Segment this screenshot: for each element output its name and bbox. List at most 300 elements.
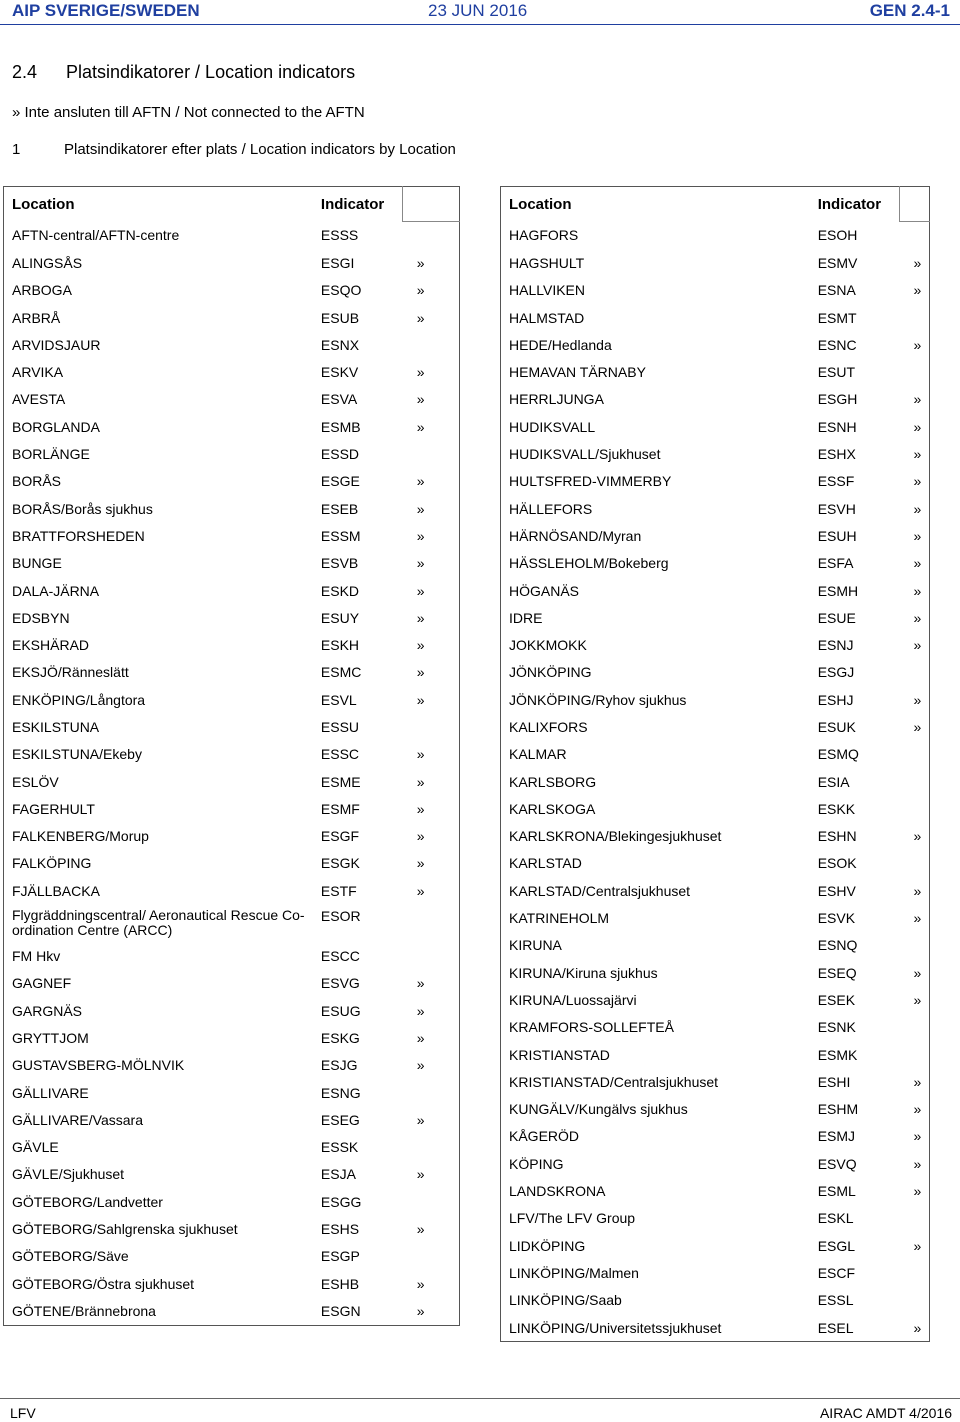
location-cell: KALMAR: [509, 746, 567, 763]
indicator-cell: ESGG: [320, 1193, 362, 1210]
not-connected-marker: [403, 1188, 460, 1215]
location-cell: GARGNÄS: [12, 1002, 83, 1019]
not-connected-marker: »: [416, 800, 425, 817]
indicator-cell: ESME: [320, 773, 361, 790]
not-connected-marker: »: [913, 1319, 922, 1336]
table-row: [4, 468, 460, 495]
table-row: [4, 942, 460, 969]
not-connected-marker: [403, 1134, 460, 1161]
not-connected-marker: »: [913, 391, 922, 408]
location-cell: ESKILSTUNA/Ekeby: [12, 746, 142, 763]
indicator-cell: ESVL: [320, 691, 357, 708]
location-cell: ALINGSÅS: [12, 254, 83, 271]
location-cell: HULTSFRED-VIMMERBY: [509, 473, 672, 490]
not-connected-marker: »: [913, 637, 922, 654]
indicator-cell: ESMH: [817, 582, 859, 599]
not-connected-marker: »: [913, 1101, 922, 1118]
not-connected-marker: »: [913, 1073, 922, 1090]
indicator-cell: ESKH: [320, 637, 360, 654]
location-cell: FALKÖPING: [12, 855, 92, 872]
location-cell: GÖTEBORG/Sahlgrenska sjukhuset: [12, 1221, 238, 1238]
location-cell: KALIXFORS: [509, 718, 588, 735]
indicator-cell: ESSM: [320, 527, 361, 544]
indicator-cell: ESUK: [817, 718, 856, 735]
table-row: [4, 1024, 460, 1051]
not-connected-marker: »: [416, 473, 425, 490]
table-row: [501, 522, 930, 549]
table-row: [4, 604, 460, 631]
location-cell: GÖTENE/Brännebrona: [12, 1302, 156, 1319]
indicator-cell: ESGH: [817, 391, 858, 408]
indicator-cell: ESUG: [320, 1002, 361, 1019]
table-row: [4, 358, 460, 385]
table-row: [501, 659, 930, 686]
location-cell: GÄVLE: [12, 1139, 59, 1156]
table-row: [501, 277, 930, 304]
table-row: [4, 877, 460, 904]
not-connected-marker: »: [416, 691, 425, 708]
indicator-cell: ESVB: [320, 555, 359, 572]
indicator-cell: ESNG: [320, 1084, 361, 1101]
table-row: [501, 1314, 930, 1342]
table-row: [4, 823, 460, 850]
indicator-cell: ESEL: [817, 1319, 854, 1336]
not-connected-marker: »: [416, 637, 425, 654]
location-cell: HUDIKSVALL: [509, 418, 596, 435]
location-cell: BUNGE: [12, 555, 62, 572]
location-cell: GÄLLIVARE: [12, 1084, 89, 1101]
table-row: [501, 959, 930, 986]
indicator-cell: ESSS: [320, 227, 359, 244]
not-connected-marker: »: [416, 882, 425, 899]
table-row: [501, 577, 930, 604]
indicator-cell: ESVK: [817, 910, 856, 927]
table-row: [4, 1215, 460, 1242]
location-cell: KÖPING: [509, 1155, 564, 1172]
table-row: [501, 358, 930, 385]
not-connected-marker: »: [416, 527, 425, 544]
indicator-cell: ESVH: [817, 500, 856, 517]
indicator-cell: ESEK: [817, 991, 856, 1008]
page-header: [0, 0, 960, 24]
not-connected-marker: [403, 713, 460, 740]
indicator-cell: ESHI: [817, 1073, 851, 1090]
indicator-cell: ESNC: [817, 336, 857, 353]
not-connected-marker: »: [416, 1275, 425, 1292]
section-title: [12, 62, 355, 83]
indicator-cell: ESHS: [320, 1221, 360, 1238]
table-row: [4, 1270, 460, 1297]
indicator-cell: ESQO: [320, 282, 362, 299]
not-connected-marker: »: [416, 364, 425, 381]
table-row: [501, 850, 930, 877]
subsection-number: 1: [12, 141, 21, 158]
table-row: [4, 386, 460, 413]
not-connected-marker: »: [913, 910, 922, 927]
header-page-number: GEN 2.4-1: [869, 1, 950, 20]
location-cell: GÖTEBORG/Landvetter: [12, 1193, 163, 1210]
indicator-cell: ESEG: [320, 1111, 360, 1128]
not-connected-marker: »: [913, 1237, 922, 1254]
location-cell: HALLVIKEN: [509, 282, 585, 299]
location-cell: KIRUNA/Luossajärvi: [509, 991, 637, 1008]
indicator-cell: ESKV: [320, 364, 359, 381]
location-cell: GÄLLIVARE/Vassara: [12, 1111, 143, 1128]
indicator-cell: ESKL: [817, 1210, 854, 1227]
indicator-cell: ESOR: [320, 908, 361, 925]
indicator-cell: ESHM: [817, 1101, 859, 1118]
indicator-cell: ESMV: [817, 254, 858, 271]
not-connected-marker: [900, 1205, 930, 1232]
table-row: [4, 577, 460, 604]
location-cell: AFTN-central/AFTN-centre: [12, 227, 180, 244]
indicator-cell: ESMK: [817, 1046, 858, 1063]
table-row: [4, 795, 460, 822]
location-cell: HÄSSLEHOLM/Bokeberg: [509, 555, 669, 572]
not-connected-marker: [900, 741, 930, 768]
subsection-title: [12, 141, 456, 158]
not-connected-marker: »: [416, 1221, 425, 1238]
location-cell: EDSBYN: [12, 609, 70, 626]
location-cell: GRYTTJOM: [12, 1029, 89, 1046]
indicator-cell: ESJG: [320, 1057, 358, 1074]
not-connected-marker: »: [913, 882, 922, 899]
table-row: [501, 1096, 930, 1123]
not-connected-marker: »: [416, 1029, 425, 1046]
not-connected-marker: »: [416, 975, 425, 992]
table-row: [4, 331, 460, 358]
indicator-cell: ESNQ: [817, 937, 858, 954]
not-connected-marker: [900, 795, 930, 822]
not-connected-marker: »: [416, 773, 425, 790]
location-cell: LINKÖPING/Saab: [509, 1292, 622, 1309]
indicator-cell: ESHV: [817, 882, 856, 899]
header-divider: [0, 24, 960, 25]
table-row: [4, 550, 460, 577]
table-row: [4, 413, 460, 440]
table-row: [501, 304, 930, 331]
indicator-cell: ESGL: [817, 1237, 856, 1254]
footer-amendment: AIRAC AMDT 4/2016: [819, 1405, 952, 1421]
not-connected-marker: »: [416, 582, 425, 599]
table-row: [4, 1134, 460, 1161]
indicator-cell: ESSD: [320, 446, 360, 463]
location-cell: KRISTIANSTAD: [509, 1046, 610, 1063]
location-cell: GUSTAVSBERG-MÖLNVIK: [12, 1057, 185, 1074]
not-connected-marker: »: [416, 746, 425, 763]
table-row: [4, 522, 460, 549]
header-publication: AIP SVERIGE/SWEDEN: [12, 1, 200, 20]
not-connected-marker: »: [913, 555, 922, 572]
not-connected-marker: »: [416, 254, 425, 271]
indicator-column-header: Indicator: [320, 195, 385, 213]
not-connected-marker: [403, 942, 460, 969]
table-row: [501, 1205, 930, 1232]
table-row: [4, 1161, 460, 1188]
table-row: [4, 741, 460, 768]
not-connected-marker: »: [416, 391, 425, 408]
not-connected-marker: »: [416, 828, 425, 845]
indicator-cell: ESGI: [320, 254, 355, 271]
table-row: [501, 823, 930, 850]
table-row: [501, 686, 930, 713]
location-cell: KIRUNA/Kiruna sjukhus: [509, 964, 658, 981]
table-row: [501, 249, 930, 276]
indicator-cell: ESNH: [817, 418, 857, 435]
location-cell: JOKKMOKK: [509, 637, 587, 654]
not-connected-marker: »: [416, 555, 425, 572]
indicator-cell: ESUH: [817, 527, 857, 544]
table-row: [501, 741, 930, 768]
indicator-cell: ESJA: [320, 1166, 356, 1183]
indicator-cell: ESNX: [320, 336, 360, 353]
table-row: [4, 1052, 460, 1079]
location-cell: GÖTEBORG/Östra sjukhuset: [12, 1275, 195, 1292]
location-cell: KARLSKRONA/Blekingesjukhuset: [509, 828, 722, 845]
not-connected-marker: »: [416, 609, 425, 626]
location-cell: FAGERHULT: [12, 800, 95, 817]
table-header-row: [501, 187, 930, 222]
indicator-cell: ESMQ: [817, 746, 859, 763]
not-connected-marker: »: [913, 991, 922, 1008]
not-connected-marker: »: [416, 1002, 425, 1019]
table-row: [501, 768, 930, 795]
not-connected-marker: »: [913, 1155, 922, 1172]
location-cell: HEMAVAN TÄRNABY: [509, 364, 646, 381]
location-cell: LFV/The LFV Group: [509, 1210, 636, 1227]
indicator-cell: ESVG: [320, 975, 360, 992]
indicator-cell: ESEB: [320, 500, 359, 517]
not-connected-marker: »: [913, 336, 922, 353]
not-connected-marker: [900, 1014, 930, 1041]
table-row: [4, 904, 460, 942]
table-row: [501, 468, 930, 495]
indicator-cell: ESMC: [320, 664, 362, 681]
location-cell: HAGSHULT: [509, 254, 585, 271]
location-cell: ESKILSTUNA: [12, 718, 100, 735]
not-connected-marker: »: [913, 446, 922, 463]
location-cell: DALA-JÄRNA: [12, 582, 100, 599]
not-connected-marker: [900, 1259, 930, 1286]
indicator-cell: ESML: [817, 1183, 856, 1200]
location-cell: KÅGERÖD: [509, 1128, 580, 1145]
table-row: [501, 877, 930, 904]
not-connected-marker: »: [416, 282, 425, 299]
not-connected-marker: [403, 904, 460, 942]
indicator-cell: ESNK: [817, 1019, 856, 1036]
indicator-cell: ESHB: [320, 1275, 360, 1292]
location-cell: JÖNKÖPING: [509, 664, 592, 681]
location-cell: LINKÖPING/Malmen: [509, 1264, 639, 1281]
indicator-cell: ESKD: [320, 582, 360, 599]
table-row: [4, 713, 460, 740]
table-row: [501, 1123, 930, 1150]
table-row: [4, 686, 460, 713]
not-connected-marker: [900, 659, 930, 686]
not-connected-marker: »: [416, 664, 425, 681]
not-connected-marker: »: [416, 500, 425, 517]
table-row: [501, 440, 930, 467]
location-cell: LANDSKRONA: [509, 1183, 606, 1200]
location-cell: HERRLJUNGA: [509, 391, 604, 408]
table-row: [4, 850, 460, 877]
table-row: [4, 768, 460, 795]
indicator-cell: ESVA: [320, 391, 358, 408]
indicator-cell: ESMT: [817, 309, 857, 326]
table-row: [501, 1068, 930, 1095]
table-row: [501, 331, 930, 358]
not-connected-marker: »: [416, 855, 425, 872]
location-table-left: [3, 186, 460, 1326]
location-cell: BORLÄNGE: [12, 446, 90, 463]
location-cell: BORÅS/Borås sjukhus: [12, 500, 153, 517]
not-connected-marker: [403, 1079, 460, 1106]
table-row: [4, 304, 460, 331]
indicator-cell: ESFA: [817, 555, 854, 572]
location-cell: HAGFORS: [509, 227, 579, 244]
table-row: [4, 970, 460, 997]
table-row: [4, 1243, 460, 1270]
indicator-cell: ESUY: [320, 609, 360, 626]
table-row: [501, 932, 930, 959]
indicator-cell: ESUE: [817, 609, 856, 626]
not-connected-marker: »: [913, 282, 922, 299]
location-cell: BORÅS: [12, 473, 62, 490]
not-connected-marker: »: [913, 418, 922, 435]
location-cell: HÖGANÄS: [509, 582, 580, 599]
location-cell: KRAMFORS-SOLLEFTEÅ: [509, 1019, 674, 1036]
table-row: [501, 795, 930, 822]
table-row: [501, 1232, 930, 1259]
location-column-header: Location: [509, 195, 572, 213]
not-connected-marker: [900, 222, 930, 250]
location-cell: HALMSTAD: [509, 309, 585, 326]
indicator-cell: ESGJ: [817, 664, 855, 681]
location-cell: AVESTA: [12, 391, 66, 408]
indicator-cell: ESGN: [320, 1302, 361, 1319]
not-connected-marker: [900, 768, 930, 795]
table-row: [4, 997, 460, 1024]
location-cell: EKSHÄRAD: [12, 637, 90, 654]
location-cell: LIDKÖPING: [509, 1237, 586, 1254]
location-table-right: [500, 186, 930, 1342]
location-cell: IDRE: [509, 609, 543, 626]
indicator-cell: ESOH: [817, 227, 858, 244]
indicator-cell: ESSU: [320, 718, 360, 735]
location-cell: ARVIDSJAUR: [12, 336, 101, 353]
table-row: [4, 277, 460, 304]
not-connected-marker: »: [913, 718, 922, 735]
location-cell: HEDE/Hedlanda: [509, 336, 612, 353]
table-row: [501, 1287, 930, 1314]
table-row: [4, 1106, 460, 1133]
location-cell: KUNGÄLV/Kungälvs sjukhus: [509, 1101, 688, 1118]
location-cell: Flygräddningscentral/ Aeronautical Rescue Co-ordination Centre (ARCC): [12, 907, 305, 939]
not-connected-marker: [900, 304, 930, 331]
table-row: [501, 1014, 930, 1041]
table-row: [501, 1041, 930, 1068]
not-connected-marker: »: [913, 254, 922, 271]
location-cell: BRATTFORSHEDEN: [12, 527, 145, 544]
table-header-row: [4, 187, 460, 222]
location-cell: ARBRÅ: [12, 309, 61, 326]
not-connected-marker: »: [913, 1183, 922, 1200]
table-row: [501, 495, 930, 522]
location-cell: ENKÖPING/Långtora: [12, 691, 146, 708]
table-row: [501, 713, 930, 740]
location-cell: FM Hkv: [12, 948, 61, 965]
table-row: [4, 440, 460, 467]
not-connected-marker: »: [913, 1128, 922, 1145]
indicator-cell: ESTF: [320, 882, 357, 899]
location-cell: KARLSKOGA: [509, 800, 596, 817]
location-cell: HÄRNÖSAND/Myran: [509, 527, 642, 544]
table-row: [4, 495, 460, 522]
table-row: [501, 1150, 930, 1177]
table-row: [4, 249, 460, 276]
marker-column-header: [900, 187, 930, 222]
footer-publisher: LFV: [10, 1405, 36, 1421]
location-cell: ESLÖV: [12, 773, 59, 790]
indicator-cell: ESHN: [817, 828, 857, 845]
location-cell: GÄVLE/Sjukhuset: [12, 1166, 125, 1183]
table-row: [501, 631, 930, 658]
marker-column-header: [403, 187, 460, 222]
not-connected-marker: [403, 440, 460, 467]
table-row: [501, 1177, 930, 1204]
not-connected-marker: [900, 850, 930, 877]
location-cell: KARLSBORG: [509, 773, 597, 790]
not-connected-marker: »: [416, 1166, 425, 1183]
location-cell: KRISTIANSTAD/Centralsjukhuset: [509, 1073, 719, 1090]
indicator-cell: ESIA: [817, 773, 850, 790]
table-row: [501, 550, 930, 577]
table-row: [4, 631, 460, 658]
not-connected-marker: [403, 1243, 460, 1270]
indicator-cell: ESHJ: [817, 691, 854, 708]
subsection-title-text: Platsindikatorer efter plats / Location indicators by Location: [64, 141, 456, 158]
indicator-cell: ESKK: [817, 800, 856, 817]
not-connected-marker: »: [913, 582, 922, 599]
not-connected-marker: »: [416, 1057, 425, 1074]
table-row: [501, 413, 930, 440]
indicator-cell: ESSC: [320, 746, 360, 763]
indicator-cell: ESGP: [320, 1248, 360, 1265]
location-cell: KATRINEHOLM: [509, 910, 610, 927]
indicator-cell: ESEQ: [817, 964, 857, 981]
indicator-cell: ESSF: [817, 473, 855, 490]
not-connected-marker: »: [913, 473, 922, 490]
location-cell: KIRUNA: [509, 937, 562, 954]
location-cell: KARLSTAD/Centralsjukhuset: [509, 882, 691, 899]
not-connected-marker: »: [913, 500, 922, 517]
location-cell: HUDIKSVALL/Sjukhuset: [509, 446, 661, 463]
table-row: [501, 986, 930, 1013]
indicator-cell: ESUB: [320, 309, 360, 326]
indicator-cell: ESGE: [320, 473, 360, 490]
table-row: [4, 1297, 460, 1325]
indicator-cell: ESMF: [320, 800, 360, 817]
not-connected-marker: »: [416, 418, 425, 435]
table-row: [4, 222, 460, 250]
location-cell: FJÄLLBACKA: [12, 882, 100, 899]
indicator-cell: ESGF: [320, 828, 360, 845]
location-cell: EKSJÖ/Ränneslätt: [12, 664, 129, 681]
not-connected-marker: »: [913, 609, 922, 626]
location-cell: HÄLLEFORS: [509, 500, 593, 517]
indicator-column-header: Indicator: [817, 195, 882, 213]
indicator-cell: ESNA: [817, 282, 856, 299]
